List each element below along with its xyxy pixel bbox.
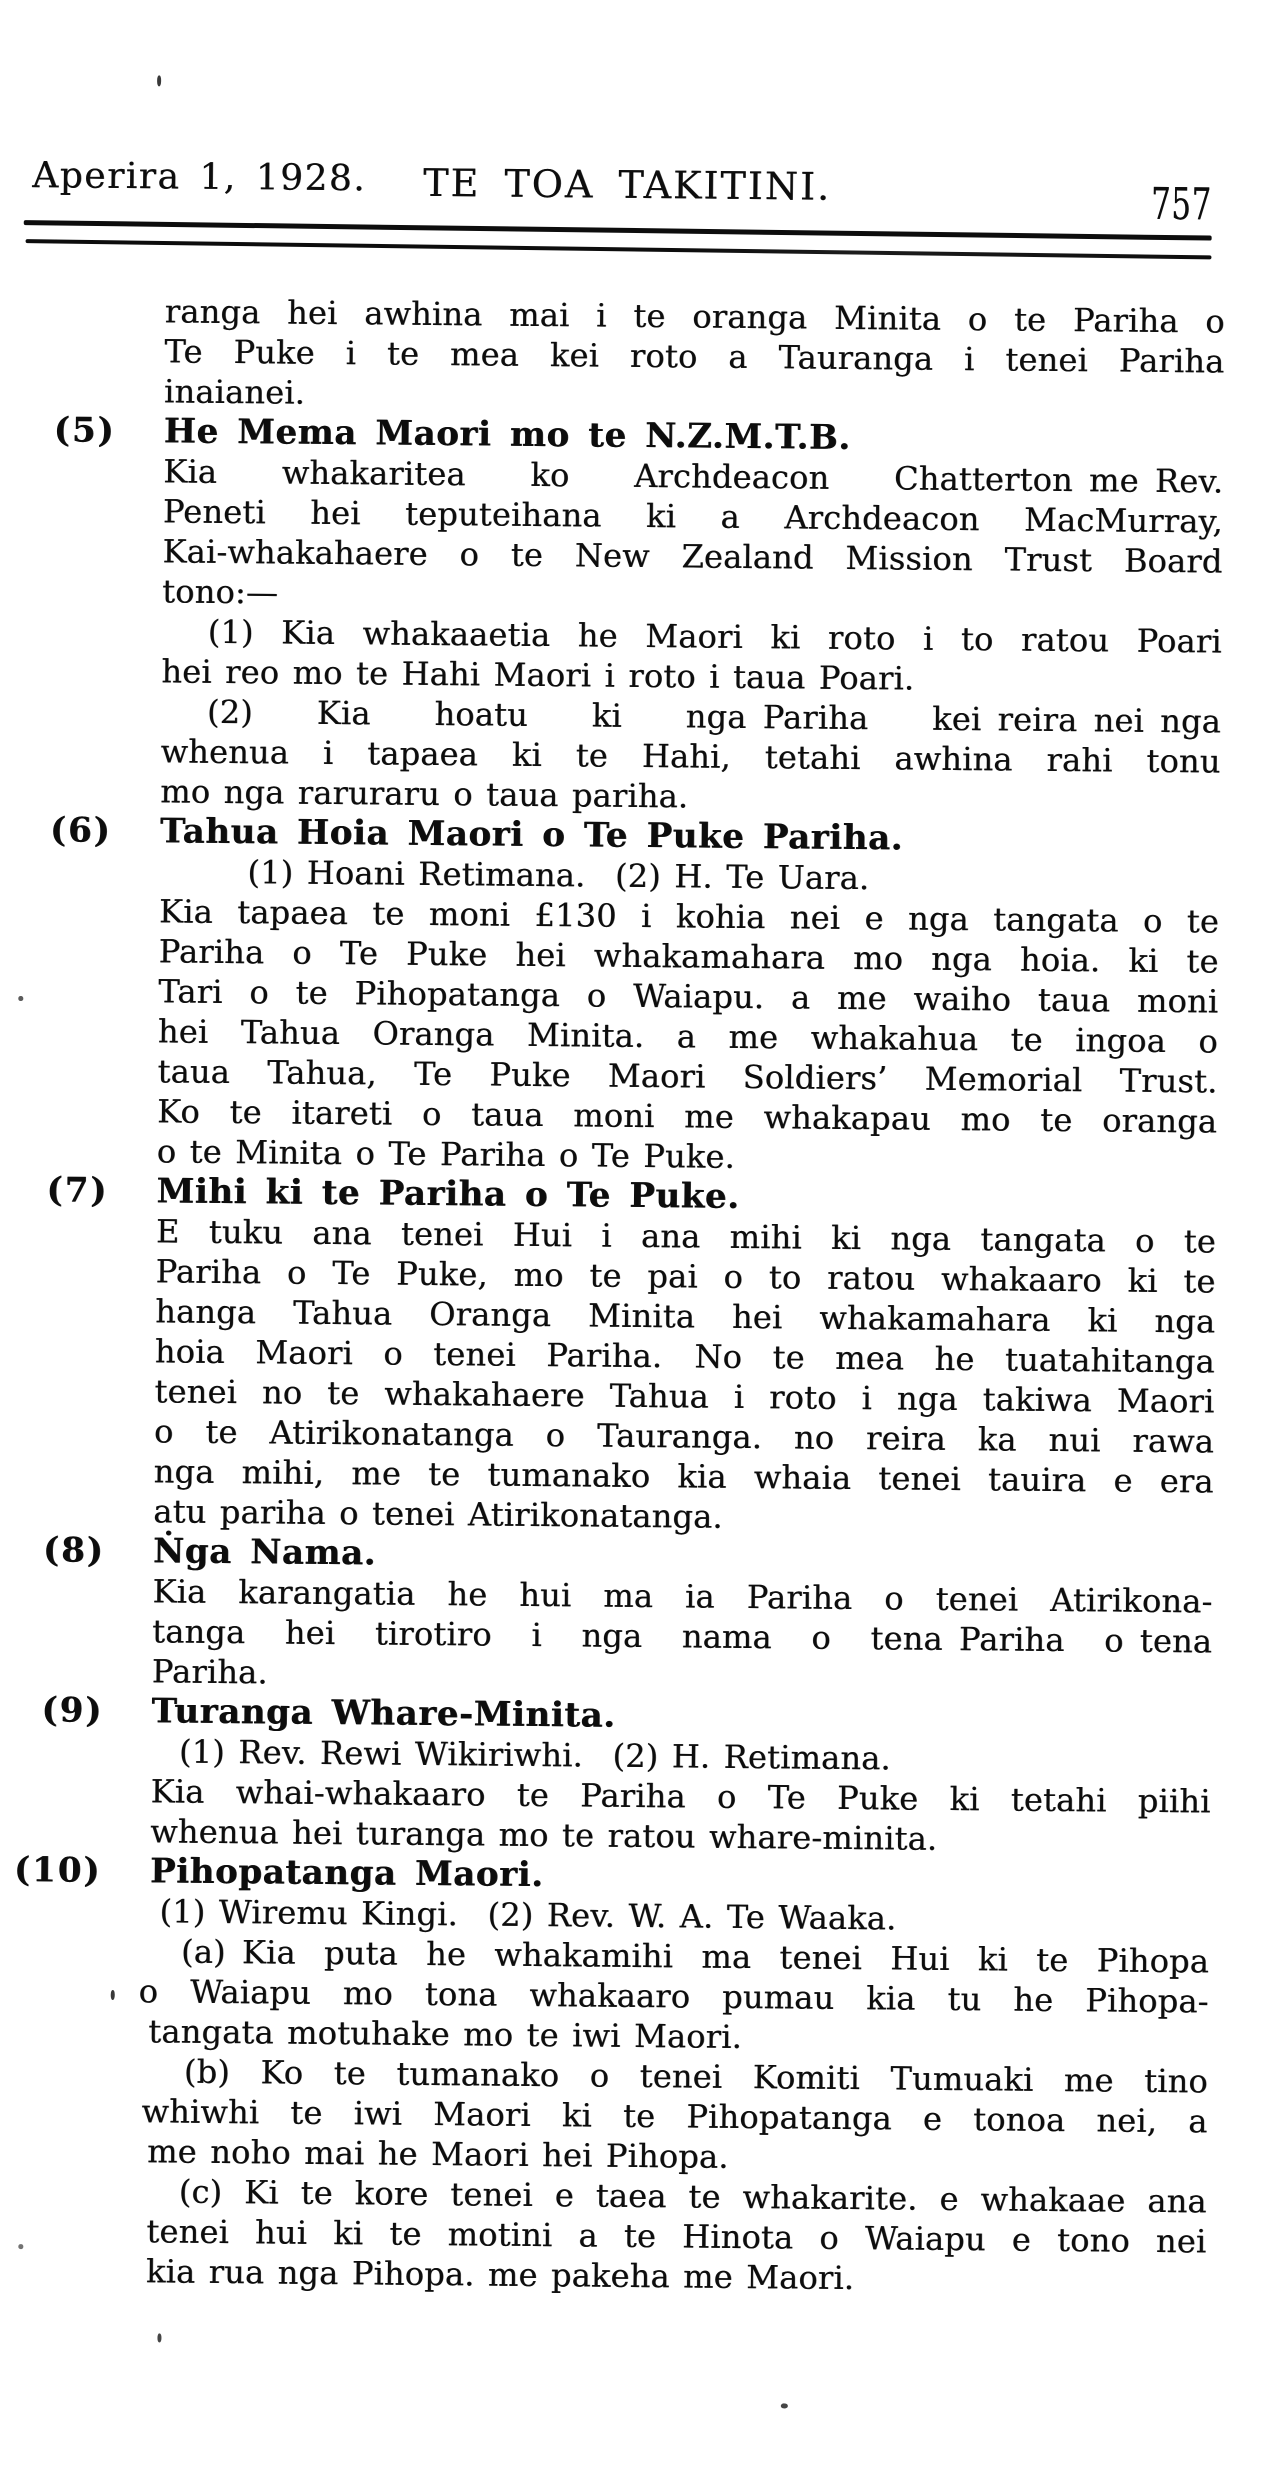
line-text: (1) Kia whakaaetia he Maori ki roto i to ratou Poari <box>207 612 1222 661</box>
line-text: whiwhi te iwi Maori ki te Pihopatanga e tonoa nei, a <box>141 2092 1208 2141</box>
section-number: (10) <box>13 1850 102 1891</box>
scan-speck <box>18 2244 23 2249</box>
header-double-rule-bottom <box>26 239 1212 259</box>
line-text: Kai-whakahaere o te New Zealand Mission Trust Board <box>162 532 1223 581</box>
line-text: (1) Rev. Rewi Wikiriwhi. (2) H. Retimana. <box>178 1732 892 1778</box>
scan-artifacts-layer <box>12 0 1280 6</box>
line-text: o Waiapu mo tona whakaaro pumau kia tu he Pihopa- <box>138 1972 1209 2021</box>
line-text: Peneti hei teputeihana ki a Archdeacon MacMurray, <box>162 492 1224 541</box>
line-text: kia rua nga Pihopa. me pakeha me Maori. <box>145 2252 855 2298</box>
line-text: Kia whai-whakaaro te Pariha o Te Puke ki tetahi piihi <box>150 1772 1211 1821</box>
line-text: hanga Tahua Oranga Minita hei whakamahara ki nga <box>155 1292 1216 1341</box>
line-text: hei reo mo te Hahi Maori i roto i taua Poari. <box>161 652 915 698</box>
scan-speck <box>781 2403 788 2408</box>
section-number: (6) <box>49 810 112 851</box>
header-double-rule-top <box>24 220 1212 241</box>
line-text: tenei hui ki te motini a te Hinota o Waiapu e tono nei <box>146 2212 1207 2261</box>
line-text: Pariha o Te Puke hei whakamahara mo nga hoia. ki te <box>158 932 1219 981</box>
line-text: Kia whakaritea ko Archdeacon Chatterton me Rev. <box>163 452 1224 501</box>
line-text: hoia Maori o tenei Pariha. No te mea he tuatahitanga <box>154 1332 1216 1381</box>
line-text: o te Atirikonatanga o Tauranga. no reira ka nui rawa <box>153 1412 1215 1461</box>
line-text: Kia karangatia he hui ma ia Pariha o tenei Atirikona- <box>152 1572 1213 1621</box>
line-text: whenua hei turanga mo te ratou whare-minita. <box>150 1812 938 1858</box>
line-text: Pariha o Te Puke, mo te pai o to ratou whakaaro ki te <box>155 1252 1216 1301</box>
line-text: whenua i tapaea ki te Hahi, tetahi awhina rahi tonu <box>160 732 1221 781</box>
line-text: Pihopatanga Maori. <box>149 1851 544 1896</box>
line-text: Ko te itareti o taua moni me whakapau mo te oranga <box>157 1092 1218 1141</box>
line-text: (1) Wiremu Kingi. (2) Rev. W. A. Te Waaka. <box>159 1892 897 1938</box>
header-journal-title: TE TOA TAKITINI. <box>422 160 832 209</box>
line-text: inaianei. <box>163 372 306 412</box>
header-page-number: 757 <box>1150 178 1213 231</box>
line-text: Turanga Whare-Minita. <box>151 1691 616 1736</box>
scan-speck <box>111 1990 115 2000</box>
line-text: Tari o te Pihopatanga o Waiapu. a me waiho taua moni <box>158 972 1219 1021</box>
line-text: o te Minita o Te Pariha o Te Puke. <box>156 1132 736 1176</box>
line-text: Te Puke i te mea kei roto a Tauranga i tenei Pariha <box>164 332 1225 381</box>
line-text: tanga hei tirotiro i nga nama o tena Pariha o tena <box>152 1612 1213 1661</box>
line-text: (c) Ki te kore tenei e taea te whakarite. e whakaae ana <box>178 2172 1207 2221</box>
line-text: nga mihi, me te tumanako kia whaia tenei tauira e era <box>153 1452 1214 1501</box>
header-date: Aperira 1, 1928. <box>32 155 367 200</box>
line-text: me noho mai he Maori hei Pihopa. <box>147 2132 729 2176</box>
line-text: (a) Kia puta he whakamihi ma tenei Hui ki te Pihopa <box>180 1932 1210 1981</box>
scan-speck <box>157 75 161 86</box>
line-text: Tahua Hoia Maori o Te Puke Pariha. <box>159 811 904 859</box>
line-text: He Mema Maori mo te N.Z.M.T.B. <box>163 411 851 458</box>
line-text: ranga hei awhina mai i te oranga Minita o te Pariha o <box>164 292 1226 341</box>
line-text: Ṅga Nama. <box>152 1531 377 1574</box>
line-text: (b) Ko te tumanako o tenei Komiti Tumuaki me tino <box>183 2052 1209 2101</box>
section-number: (5) <box>53 410 116 451</box>
line-text: mo nga raruraru o taua pariha. <box>160 772 689 816</box>
section-number: (8) <box>42 1530 106 1571</box>
article-body <box>0 290 1280 2302</box>
scan-speck <box>18 996 23 1001</box>
scan-speck <box>157 2333 161 2342</box>
line-text: tenei no te whakahaere Tahua i roto i nga takiwa Maori <box>154 1372 1215 1421</box>
section-number: (9) <box>41 1690 104 1731</box>
section-number: (7) <box>46 1170 109 1211</box>
line-text: E tuku ana tenei Hui i ana mihi ki nga tangata o te <box>155 1212 1217 1261</box>
line-text: atu pariha o tenei Atirikonatanga. <box>153 1492 724 1536</box>
line-text: Kia tapaea te moni £130 i kohia nei e nga tangata o te <box>158 892 1220 941</box>
line-text: taua Tahua, Te Puke Maori Soldiers’ Memorial Trust. <box>157 1052 1218 1101</box>
line-text: tangata motuhake mo te iwi Maori. <box>148 2012 743 2057</box>
line-text: (2) Kia hoatu ki nga Pariha kei reira nei nga <box>206 692 1222 741</box>
line-text: Pariha. <box>151 1652 269 1692</box>
line-text: (1) Hoani Retimana. (2) H. Te Uara. <box>247 853 870 898</box>
line-text: tono:— <box>162 572 279 612</box>
line-text: Mihi ki te Pariha o Te Puke. <box>156 1171 740 1217</box>
line-text: hei Tahua Oranga Minita. a me whakahua te ingoa o <box>157 1012 1219 1061</box>
